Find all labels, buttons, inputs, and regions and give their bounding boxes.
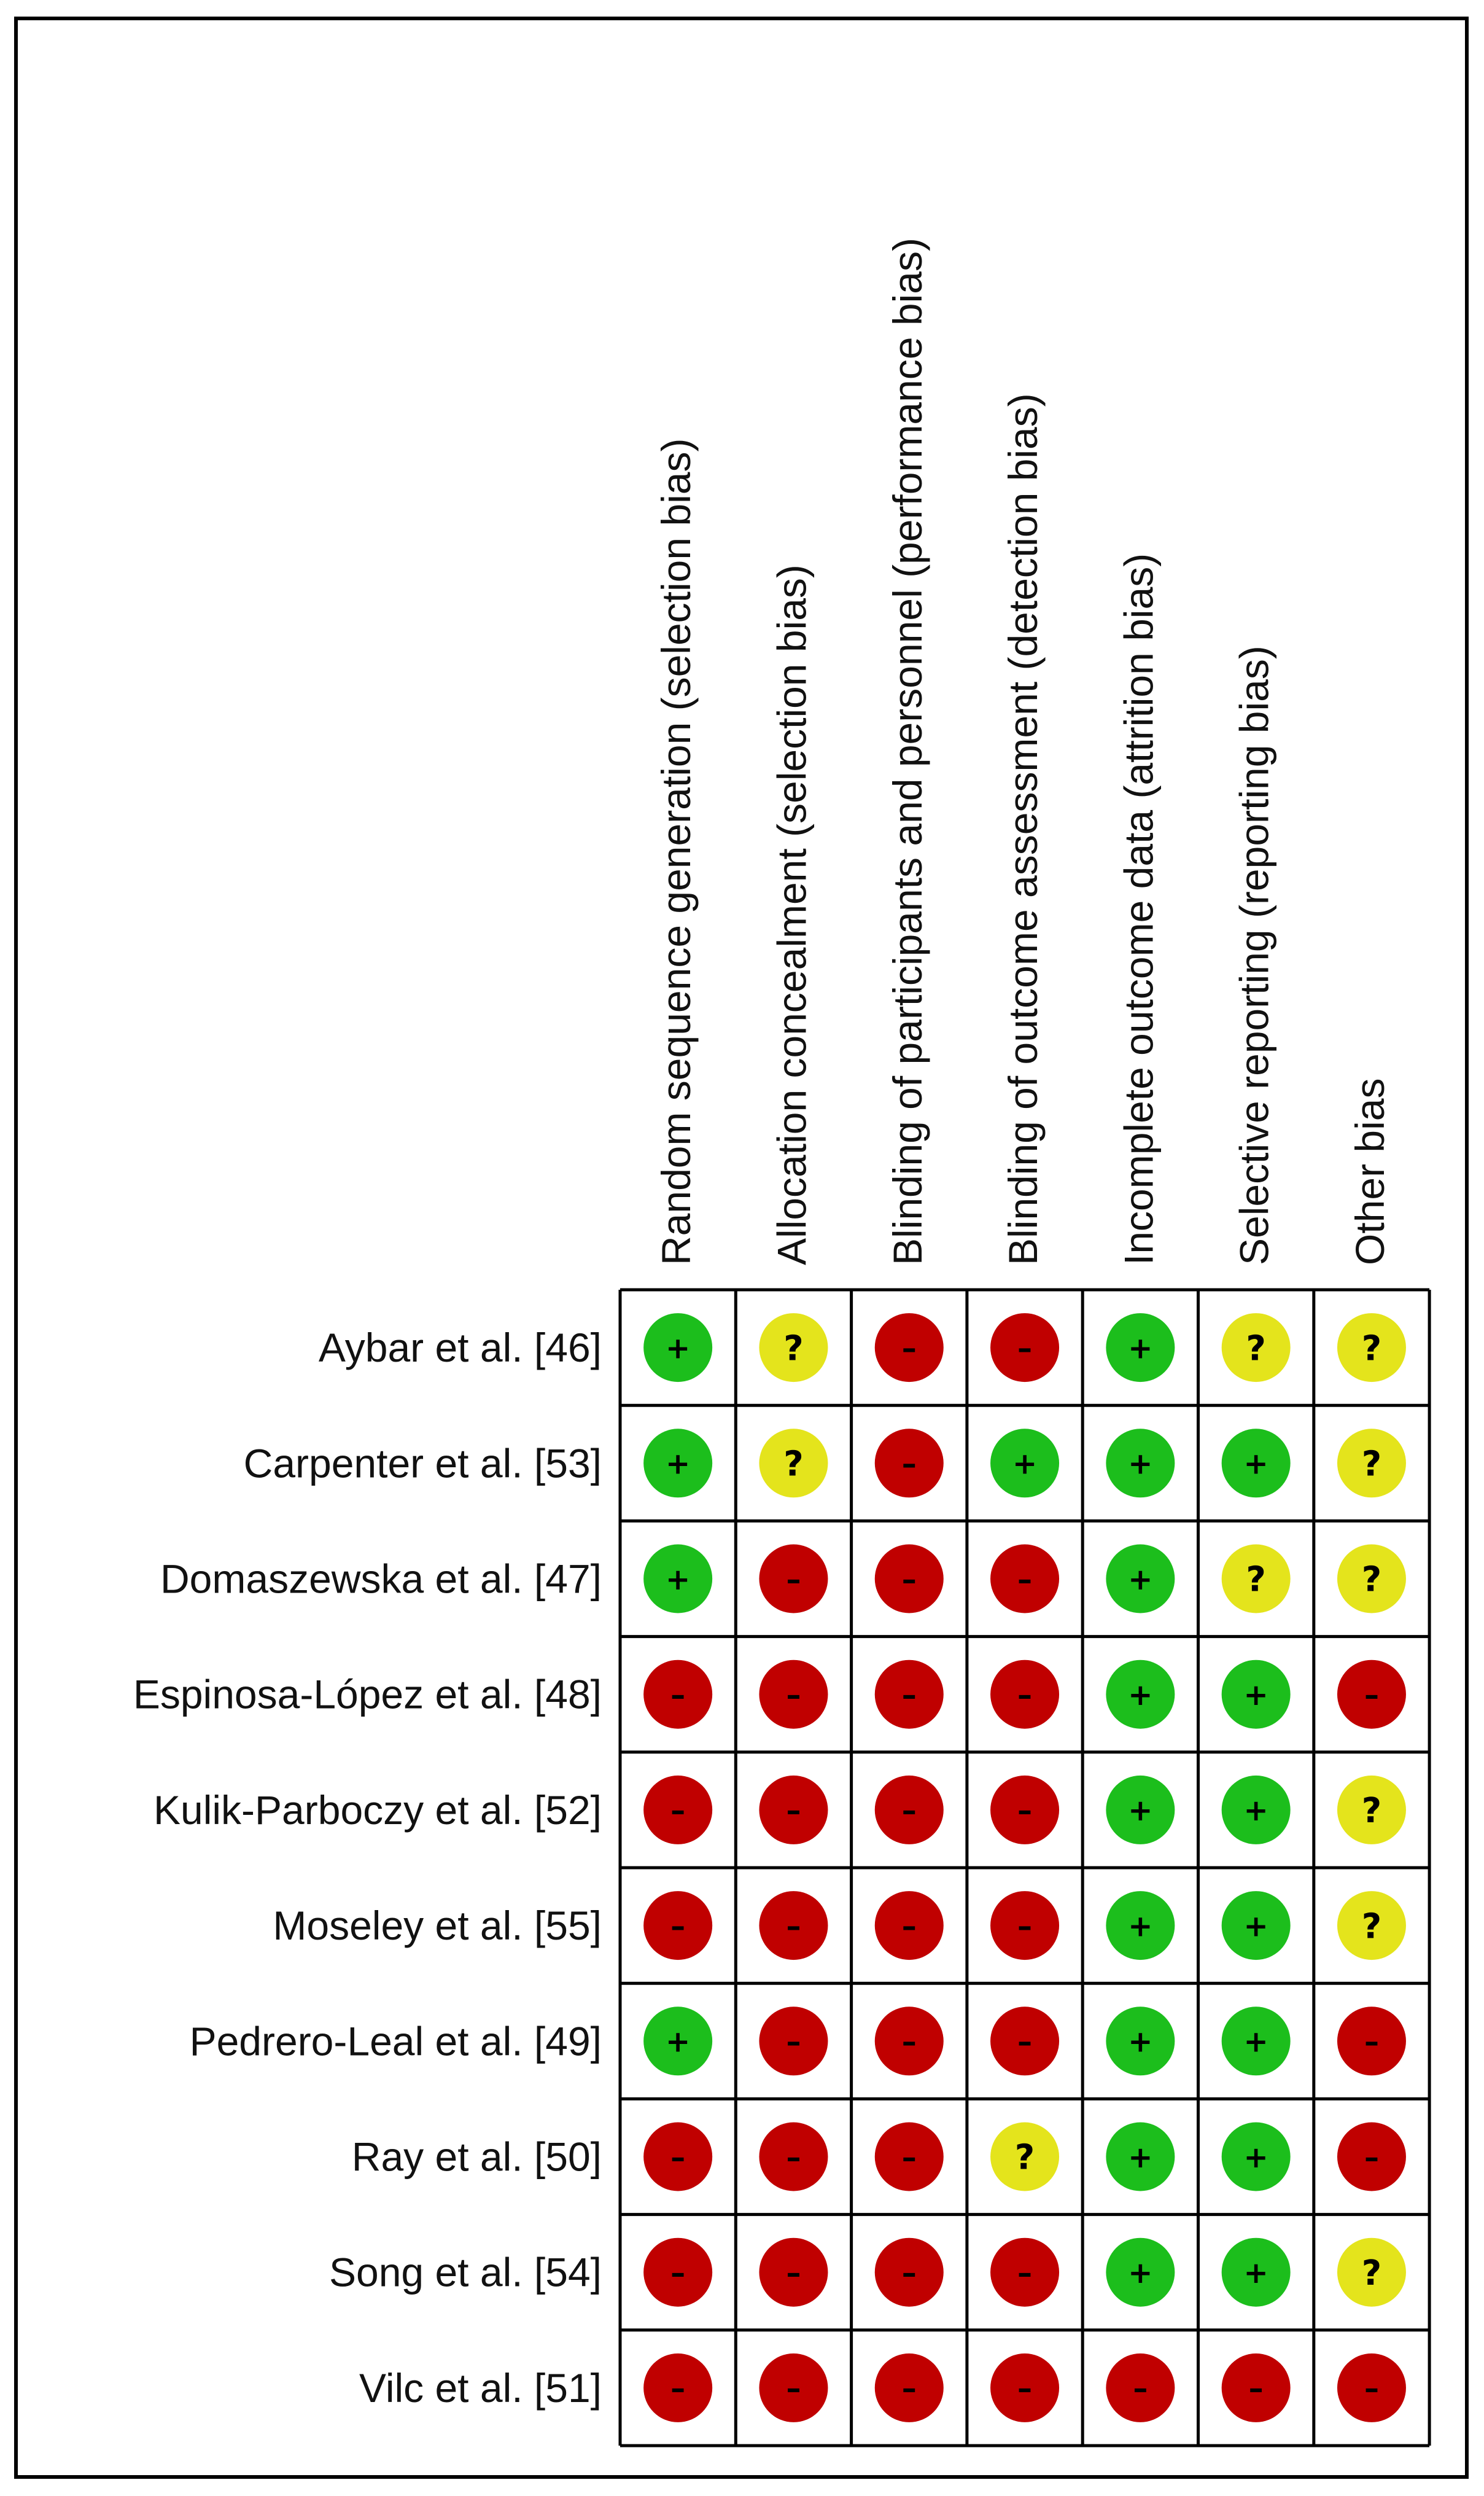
- high-risk-symbol: –: [670, 1677, 686, 1712]
- judgement-low-risk-r8-c6: [1222, 2123, 1291, 2191]
- low-risk-symbol: +: [1128, 2255, 1153, 2290]
- high-risk-symbol: –: [1017, 1909, 1033, 1944]
- judgement-high-risk-r10-c4: [990, 2354, 1059, 2422]
- judgement-unclear-risk-r2-c7: [1337, 1429, 1406, 1497]
- low-risk-symbol: +: [1128, 1446, 1153, 1481]
- judgement-low-risk-r5-c5: [1106, 1776, 1175, 1844]
- judgement-high-risk-r7-c4: [990, 2007, 1059, 2075]
- high-risk-symbol: –: [786, 1909, 801, 1944]
- judgement-high-risk-r5-c3: [875, 1776, 944, 1844]
- high-risk-symbol: –: [901, 1793, 917, 1828]
- judgement-high-risk-r3-c2: [759, 1545, 828, 1613]
- column-label-blinding-of-participants-and-personnel-performance-bias: Blinding of participants and personnel (performance bias): [884, 238, 930, 1265]
- high-risk-symbol: –: [670, 1793, 686, 1828]
- judgement-high-risk-r9-c1: [643, 2238, 712, 2307]
- low-risk-symbol: +: [666, 1446, 691, 1481]
- judgement-low-risk-r4-c5: [1106, 1660, 1175, 1729]
- unclear-risk-symbol: ?: [1246, 1559, 1266, 1600]
- unclear-risk-symbol: ?: [1361, 1791, 1382, 1831]
- judgement-high-risk-r6-c3: [875, 1891, 944, 1960]
- judgement-low-risk-r3-c5: [1106, 1545, 1175, 1613]
- row-label-espinosa-l-pez-et-al-48: Espinosa-López et al. [48]: [133, 1671, 602, 1717]
- high-risk-symbol: –: [670, 2140, 686, 2175]
- judgement-unclear-risk-r1-c2: [759, 1313, 828, 1382]
- unclear-risk-symbol: ?: [1361, 1328, 1382, 1369]
- high-risk-symbol: –: [670, 2371, 686, 2406]
- judgement-low-risk-r5-c6: [1222, 1776, 1291, 1844]
- high-risk-symbol: –: [901, 2371, 917, 2406]
- unclear-risk-symbol: ?: [1361, 1559, 1382, 1600]
- judgement-low-risk-r3-c1: [643, 1545, 712, 1613]
- low-risk-symbol: +: [1243, 2140, 1268, 2175]
- unclear-risk-symbol: ?: [1361, 1444, 1382, 1484]
- judgement-high-risk-r6-c2: [759, 1891, 828, 1960]
- high-risk-symbol: –: [786, 2024, 801, 2059]
- high-risk-symbol: –: [901, 1331, 917, 1366]
- row-label-vilc-et-al-51: Vilc et al. [51]: [359, 2365, 602, 2411]
- row-label-kulik-parboczy-et-al-52: Kulik-Parboczy et al. [52]: [153, 1787, 602, 1833]
- high-risk-symbol: –: [1017, 2024, 1033, 2059]
- judgement-high-risk-r10-c2: [759, 2354, 828, 2422]
- low-risk-symbol: +: [1128, 1677, 1153, 1712]
- judgement-low-risk-r2-c6: [1222, 1429, 1291, 1497]
- column-label-random-sequence-generation-selection-bias: Random sequence generation (selection bias): [653, 438, 699, 1265]
- judgement-high-risk-r8-c7: [1337, 2123, 1406, 2191]
- judgement-low-risk-r7-c1: [643, 2007, 712, 2075]
- judgement-high-risk-r3-c4: [990, 1545, 1059, 1613]
- high-risk-symbol: –: [1364, 2371, 1379, 2406]
- high-risk-symbol: –: [1364, 1677, 1379, 1712]
- judgement-high-risk-r8-c1: [643, 2123, 712, 2191]
- high-risk-symbol: –: [901, 1446, 917, 1481]
- row-label-pedrero-leal-et-al-49: Pedrero-Leal et al. [49]: [189, 2018, 602, 2064]
- high-risk-symbol: –: [1017, 1562, 1033, 1597]
- high-risk-symbol: –: [1017, 1677, 1033, 1712]
- judgement-low-risk-r2-c1: [643, 1429, 712, 1497]
- judgement-high-risk-r6-c4: [990, 1891, 1059, 1960]
- unclear-risk-symbol: ?: [1361, 2253, 1382, 2293]
- high-risk-symbol: –: [901, 1909, 917, 1944]
- judgement-high-risk-r9-c3: [875, 2238, 944, 2307]
- judgement-high-risk-r7-c7: [1337, 2007, 1406, 2075]
- low-risk-symbol: +: [1128, 2140, 1153, 2175]
- column-label-allocation-concealment-selection-bias: Allocation concealment (selection bias): [769, 564, 815, 1265]
- high-risk-symbol: –: [1248, 2371, 1264, 2406]
- unclear-risk-symbol: ?: [1014, 2137, 1035, 2178]
- unclear-risk-symbol: ?: [783, 1444, 804, 1484]
- judgement-low-risk-r7-c6: [1222, 2007, 1291, 2075]
- unclear-risk-symbol: ?: [1246, 1328, 1266, 1369]
- row-label-carpenter-et-al-53: Carpenter et al. [53]: [243, 1440, 602, 1486]
- judgement-low-risk-r4-c6: [1222, 1660, 1291, 1729]
- judgement-unclear-risk-r5-c7: [1337, 1776, 1406, 1844]
- low-risk-symbol: +: [666, 2024, 691, 2059]
- judgement-high-risk-r9-c4: [990, 2238, 1059, 2307]
- high-risk-symbol: –: [1364, 2140, 1379, 2175]
- low-risk-symbol: +: [1243, 1909, 1268, 1944]
- high-risk-symbol: –: [786, 2371, 801, 2406]
- high-risk-symbol: –: [786, 1677, 801, 1712]
- judgement-high-risk-r2-c3: [875, 1429, 944, 1497]
- judgement-high-risk-r10-c6: [1222, 2354, 1291, 2422]
- row-label-domaszewska-et-al-47: Domaszewska et al. [47]: [160, 1556, 602, 1602]
- high-risk-symbol: –: [670, 1909, 686, 1944]
- judgement-high-risk-r10-c3: [875, 2354, 944, 2422]
- low-risk-symbol: +: [1128, 1909, 1153, 1944]
- row-label-song-et-al-54: Song et al. [54]: [329, 2249, 602, 2295]
- row-label-moseley-et-al-55: Moseley et al. [55]: [273, 1903, 602, 1949]
- low-risk-symbol: +: [1128, 1793, 1153, 1828]
- column-label-other-bias: Other bias: [1346, 1078, 1393, 1265]
- judgement-low-risk-r1-c5: [1106, 1313, 1175, 1382]
- high-risk-symbol: –: [1133, 2371, 1148, 2406]
- high-risk-symbol: –: [1017, 1331, 1033, 1366]
- judgement-unclear-risk-r8-c4: [990, 2123, 1059, 2191]
- judgement-low-risk-r1-c1: [643, 1313, 712, 1382]
- high-risk-symbol: –: [1017, 1793, 1033, 1828]
- judgement-high-risk-r8-c3: [875, 2123, 944, 2191]
- judgement-low-risk-r6-c6: [1222, 1891, 1291, 1960]
- low-risk-symbol: +: [1012, 1446, 1038, 1481]
- judgement-unclear-risk-r3-c7: [1337, 1545, 1406, 1613]
- row-label-aybar-et-al-46: Aybar et al. [46]: [318, 1325, 602, 1371]
- high-risk-symbol: –: [786, 1793, 801, 1828]
- judgement-low-risk-r8-c5: [1106, 2123, 1175, 2191]
- judgement-high-risk-r4-c7: [1337, 1660, 1406, 1729]
- judgement-unclear-risk-r1-c7: [1337, 1313, 1406, 1382]
- judgement-unclear-risk-r6-c7: [1337, 1891, 1406, 1960]
- judgement-high-risk-r6-c1: [643, 1891, 712, 1960]
- high-risk-symbol: –: [1017, 2371, 1033, 2406]
- high-risk-symbol: –: [1017, 2255, 1033, 2290]
- judgement-low-risk-r6-c5: [1106, 1891, 1175, 1960]
- high-risk-symbol: –: [901, 2024, 917, 2059]
- judgement-unclear-risk-r9-c7: [1337, 2238, 1406, 2307]
- low-risk-symbol: +: [1243, 1446, 1268, 1481]
- unclear-risk-symbol: ?: [783, 1328, 804, 1369]
- high-risk-symbol: –: [901, 1677, 917, 1712]
- high-risk-symbol: –: [1364, 2024, 1379, 2059]
- judgement-low-risk-r2-c4: [990, 1429, 1059, 1497]
- judgement-high-risk-r10-c5: [1106, 2354, 1175, 2422]
- judgement-low-risk-r9-c5: [1106, 2238, 1175, 2307]
- column-label-selective-reporting-reporting-bias: Selective reporting (reporting bias): [1231, 645, 1277, 1265]
- low-risk-symbol: +: [666, 1562, 691, 1597]
- judgement-low-risk-r9-c6: [1222, 2238, 1291, 2307]
- column-label-blinding-of-outcome-assessment-detection-bias: Blinding of outcome assessment (detection bias): [1000, 393, 1046, 1265]
- judgement-high-risk-r4-c2: [759, 1660, 828, 1729]
- judgement-high-risk-r5-c4: [990, 1776, 1059, 1844]
- judgement-high-risk-r4-c1: [643, 1660, 712, 1729]
- judgement-high-risk-r5-c1: [643, 1776, 712, 1844]
- judgement-high-risk-r4-c3: [875, 1660, 944, 1729]
- judgement-high-risk-r1-c3: [875, 1313, 944, 1382]
- low-risk-symbol: +: [1243, 1677, 1268, 1712]
- judgement-high-risk-r4-c4: [990, 1660, 1059, 1729]
- judgement-unclear-risk-r2-c2: [759, 1429, 828, 1497]
- judgement-high-risk-r3-c3: [875, 1545, 944, 1613]
- high-risk-symbol: –: [901, 1562, 917, 1597]
- low-risk-symbol: +: [1128, 2024, 1153, 2059]
- judgement-unclear-risk-r1-c6: [1222, 1313, 1291, 1382]
- row-label-ray-et-al-50: Ray et al. [50]: [351, 2134, 602, 2180]
- judgement-high-risk-r7-c3: [875, 2007, 944, 2075]
- high-risk-symbol: –: [901, 2140, 917, 2175]
- high-risk-symbol: –: [670, 2255, 686, 2290]
- judgement-high-risk-r10-c7: [1337, 2354, 1406, 2422]
- judgement-high-risk-r9-c2: [759, 2238, 828, 2307]
- judgement-low-risk-r2-c5: [1106, 1429, 1175, 1497]
- unclear-risk-symbol: ?: [1361, 1906, 1382, 1947]
- low-risk-symbol: +: [1243, 2255, 1268, 2290]
- judgement-low-risk-r7-c5: [1106, 2007, 1175, 2075]
- high-risk-symbol: –: [786, 2140, 801, 2175]
- high-risk-symbol: –: [786, 2255, 801, 2290]
- judgement-high-risk-r8-c2: [759, 2123, 828, 2191]
- low-risk-symbol: +: [1243, 1793, 1268, 1828]
- high-risk-symbol: –: [901, 2255, 917, 2290]
- low-risk-symbol: +: [1128, 1562, 1153, 1597]
- judgement-high-risk-r10-c1: [643, 2354, 712, 2422]
- judgement-unclear-risk-r3-c6: [1222, 1545, 1291, 1613]
- judgement-high-risk-r1-c4: [990, 1313, 1059, 1382]
- column-label-incomplete-outcome-data-attrition-bias: Incomplete outcome data (attrition bias): [1116, 553, 1162, 1265]
- low-risk-symbol: +: [1128, 1331, 1153, 1366]
- judgement-high-risk-r5-c2: [759, 1776, 828, 1844]
- high-risk-symbol: –: [786, 1562, 801, 1597]
- judgement-high-risk-r7-c2: [759, 2007, 828, 2075]
- low-risk-symbol: +: [1243, 2024, 1268, 2059]
- low-risk-symbol: +: [666, 1331, 691, 1366]
